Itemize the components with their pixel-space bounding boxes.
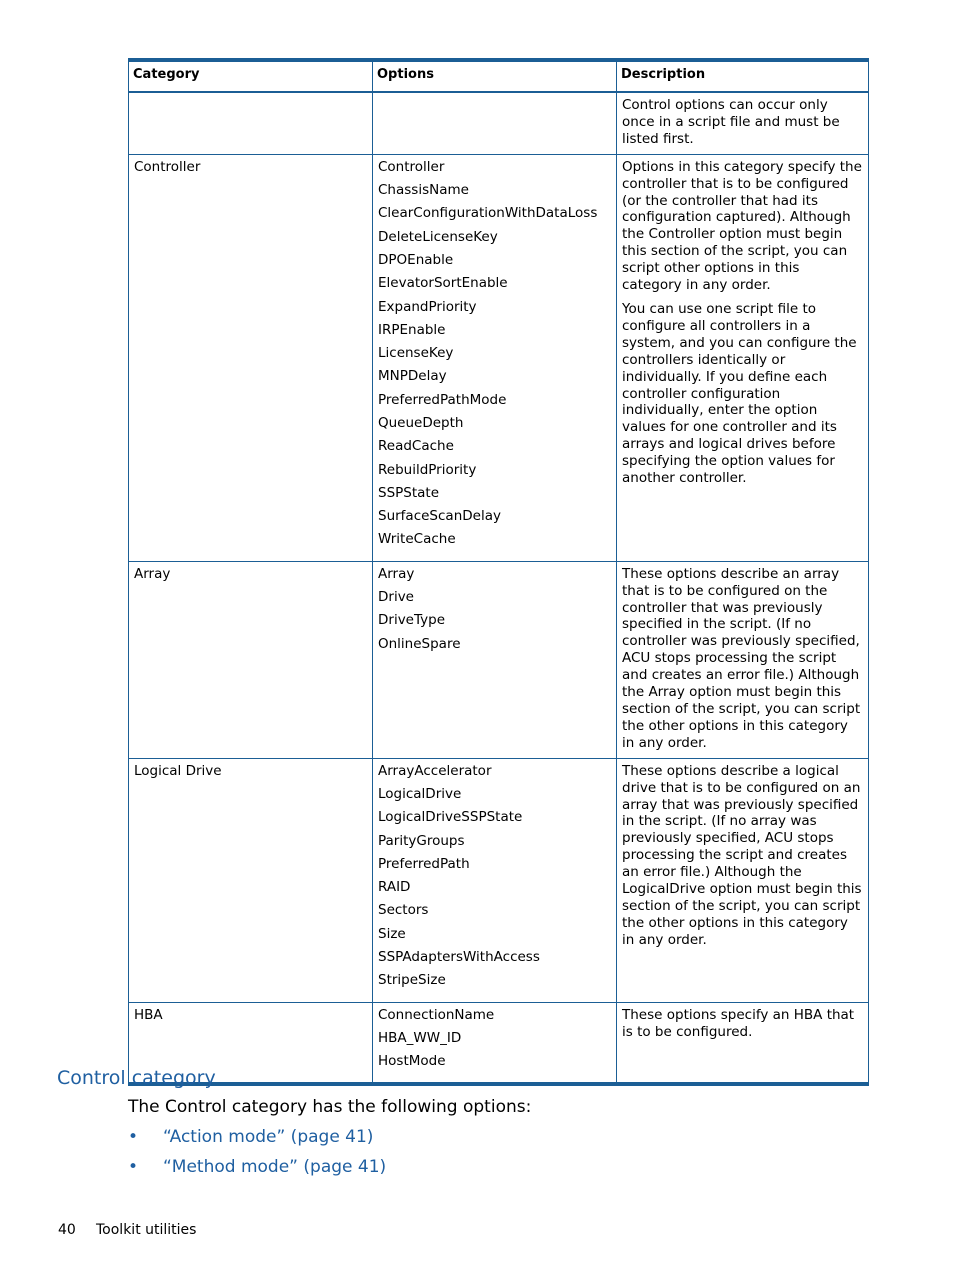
section-heading: Control category [57,1067,216,1089]
section-intro: The Control category has the following options: [128,1097,532,1117]
table-row [129,92,869,154]
action-mode-link[interactable]: “Action mode” (page 41) [163,1127,374,1147]
description-cell [617,561,869,758]
description-paragraph: These options specify an HBA that is to be configured. [622,1006,855,1040]
options-cell [373,758,617,1002]
option-name: HBA_WW_ID [378,1029,462,1046]
option-name: OnlineSpare [378,635,461,652]
option-name: Sectors [378,902,429,919]
option-name: Drive [378,589,414,606]
option-name: DriveType [378,612,445,629]
table-header-row [129,60,869,92]
category-label: HBA [134,1006,163,1023]
option-name: DPOEnable [378,251,454,268]
options-cell [373,92,617,154]
option-name: SSPState [378,484,440,501]
options-cell [373,1002,617,1084]
option-name: PreferredPathMode [378,391,507,408]
description-paragraph: These options describe an array that is to be configured on the controller that was previously specified in the script. (If no controller was previously specified, ACU stops processing the script and creates an error file.) Although the Array option must begin this section of the script, you can script the other options in this category in any order. [622,565,861,751]
option-name: ReadCache [378,438,454,455]
description-cell [617,154,869,561]
category-cell [129,92,373,154]
description-cell [617,1002,869,1084]
footer-title: Toolkit utilities [96,1222,197,1238]
table-row [129,561,869,758]
option-name: ArrayAccelerator [378,762,492,779]
option-name: Controller [378,158,445,175]
description-paragraph: You can use one script file to configure all controllers in a system, and you can configure the controllers identically or individually. If you define each controller configuration individually, enter the option values for one controller and its arrays and logical drives before specifying the option values for another controller. [622,300,857,487]
option-name: PreferredPath [378,855,470,872]
header-category: Category [129,60,373,92]
option-name: IRPEnable [378,321,446,338]
options-cell [373,561,617,758]
option-name: Size [378,925,406,942]
description-paragraph: Options in this category specify the controller that is to be configured (or the controller that had its configuration captured). Although the Controller option must begin this section of the script, you can script other options in this category in any order. [622,158,862,294]
option-name: StripeSize [378,972,446,989]
option-name: DeleteLicenseKey [378,228,498,245]
option-name: WriteCache [378,531,456,548]
bullet-icon: • [128,1127,139,1147]
description-cell [617,758,869,1002]
option-name: ClearConfigurationWithDataLoss [378,205,598,222]
header-options: Options [373,60,617,92]
category-cell [129,561,373,758]
header-description: Description [617,60,869,92]
options-table [128,58,869,1086]
description-paragraph: These options describe a logical drive that is to be configured on an array that was previously specified in the script. (If no array was previously specified, ACU stops processing the script and creates an error file.) Although the LogicalDrive option must begin this section of the script, you can script the other options in this category in any order. [622,762,862,948]
table-row [129,758,869,1002]
category-cell [129,758,373,1002]
option-name: QueueDepth [378,414,464,431]
option-name: LogicalDrive [378,785,462,802]
category-label: Controller [134,158,201,175]
option-name: Array [378,565,415,582]
table-row [129,1002,869,1084]
option-name: MNPDelay [378,368,447,385]
method-mode-link[interactable]: “Method mode” (page 41) [163,1157,387,1177]
option-name: SurfaceScanDelay [378,508,501,525]
description-cell [617,92,869,154]
category-cell [129,154,373,561]
category-label: Logical Drive [134,762,222,779]
option-name: ElevatorSortEnable [378,275,508,292]
option-name: LogicalDriveSSPState [378,809,523,826]
option-name: HostMode [378,1053,446,1070]
bullet-icon: • [128,1157,139,1177]
options-cell [373,154,617,561]
table-row [129,154,869,561]
description-paragraph: Control options can occur only once in a script file and must be listed first. [622,97,840,147]
option-name: SSPAdaptersWithAccess [378,949,540,966]
option-name: ExpandPriority [378,298,477,315]
page-number: 40 [58,1222,76,1238]
option-name: LicenseKey [378,345,454,362]
option-name: RAID [378,879,411,896]
option-name: RebuildPriority [378,461,477,478]
option-name: ChassisName [378,182,469,199]
category-label: Array [134,565,171,582]
option-name: ConnectionName [378,1006,495,1023]
option-name: ParityGroups [378,832,465,849]
